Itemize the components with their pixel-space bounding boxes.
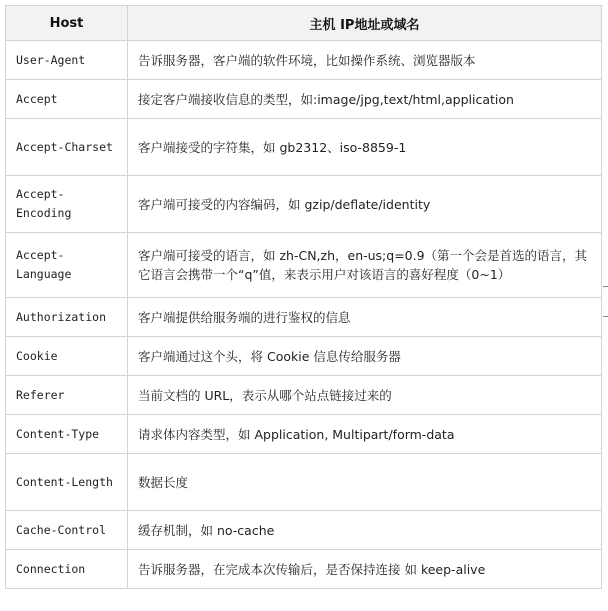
- header-value: 主机 IP地址或域名: [128, 6, 602, 41]
- row-key: Accept-Charset: [6, 119, 128, 176]
- row-value: 请求体内容类型，如 Application, Multipart/form-data: [128, 415, 602, 454]
- row-value: 接定客户端接收信息的类型，如:image/jpg,text/html,application: [128, 80, 602, 119]
- edge-tick-mark: [603, 286, 608, 287]
- edge-tick-mark: [603, 316, 608, 317]
- table-row: [6, 337, 602, 376]
- row-key: Content-Type: [6, 415, 128, 454]
- row-key: Cache-Control: [6, 511, 128, 550]
- row-value: 客户端接受的字符集，如 gb2312、iso-8859-1: [128, 119, 602, 176]
- table-row: [6, 376, 602, 415]
- table-row: [6, 119, 602, 176]
- table-row: [6, 511, 602, 550]
- table-row: [6, 41, 602, 80]
- header-key: Host: [6, 6, 128, 41]
- row-value: 告诉服务器，在完成本次传输后，是否保持连接 如 keep-alive: [128, 550, 602, 589]
- row-value: 当前文档的 URL，表示从哪个站点链接过来的: [128, 376, 602, 415]
- table-header-row: [6, 6, 602, 41]
- row-value: 告诉服务器，客户端的软件环境，比如操作系统、浏览器版本: [128, 41, 602, 80]
- row-key: Accept-Language: [6, 233, 128, 298]
- row-value: 客户端可接受的语言，如 zh-CN,zh，en-us;q=0.9（第一个会是首选的语言，其它语言会携带一个“q”值，来表示用户对该语言的喜好程度（0~1）: [128, 233, 602, 298]
- row-key: Cookie: [6, 337, 128, 376]
- row-value: 数据长度: [128, 454, 602, 511]
- table-row: [6, 80, 602, 119]
- row-value: 缓存机制，如 no-cache: [128, 511, 602, 550]
- row-key: Referer: [6, 376, 128, 415]
- http-headers-table-wrapper: [5, 5, 601, 589]
- http-headers-table: [5, 5, 602, 589]
- row-key: Accept-Encoding: [6, 176, 128, 233]
- row-key: Connection: [6, 550, 128, 589]
- row-value: 客户端提供给服务端的进行鉴权的信息: [128, 298, 602, 337]
- table-row: [6, 454, 602, 511]
- row-value: 客户端可接受的内容编码，如 gzip/deflate/identity: [128, 176, 602, 233]
- table-row: [6, 176, 602, 233]
- row-key: User-Agent: [6, 41, 128, 80]
- table-row: [6, 415, 602, 454]
- row-key: Accept: [6, 80, 128, 119]
- row-value: 客户端通过这个头，将 Cookie 信息传给服务器: [128, 337, 602, 376]
- row-key: Content-Length: [6, 454, 128, 511]
- table-row: [6, 233, 602, 298]
- row-key: Authorization: [6, 298, 128, 337]
- table-row: [6, 298, 602, 337]
- table-row: [6, 550, 602, 589]
